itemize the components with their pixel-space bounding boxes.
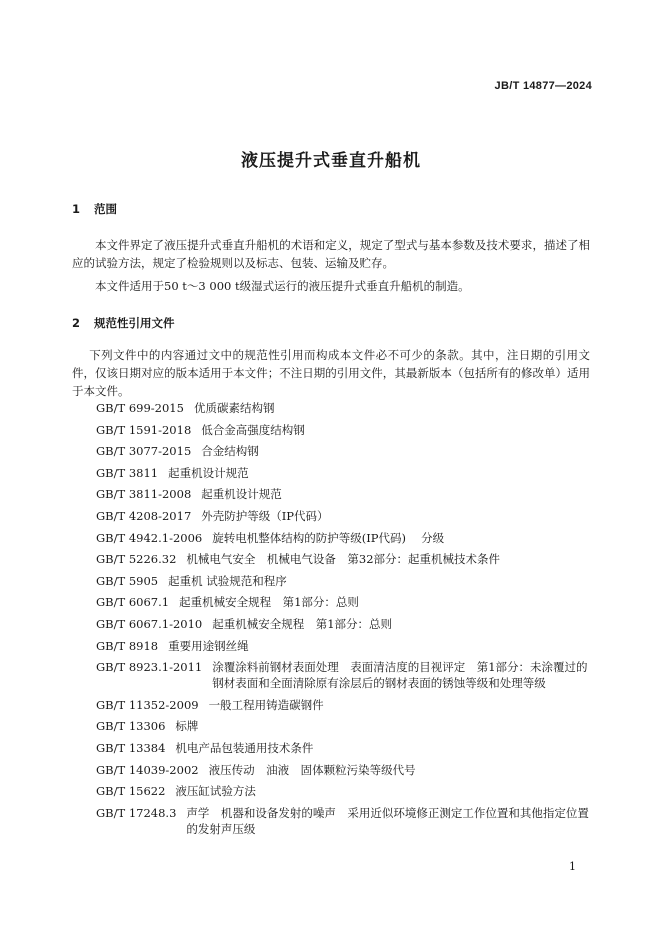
reference-title: 机械电气安全 机械电气设备 第32部分：起重机械技术条件 [186, 552, 501, 567]
reference-code: GB/T 3077-2015 [96, 444, 192, 459]
reference-item [96, 530, 596, 546]
reference-item [96, 805, 596, 837]
reference-item [96, 443, 596, 459]
reference-title: 标牌 [175, 719, 199, 734]
reference-item [96, 551, 596, 567]
reference-item [96, 422, 596, 438]
reference-code: GB/T 6067.1-2010 [96, 616, 203, 631]
reference-code: GB/T 15622 [96, 784, 166, 799]
reference-code: GB/T 5905 [96, 573, 159, 588]
reference-code: GB/T 6067.1 [96, 595, 170, 610]
reference-title: 起重机设计规范 [168, 465, 249, 480]
reference-item [96, 783, 596, 799]
section-1-title: 范围 [94, 202, 118, 216]
standard-number: JB/T 14877—2024 [494, 80, 592, 92]
section-2-title: 规范性引用文件 [94, 316, 175, 330]
reference-code: GB/T 13306 [96, 719, 166, 734]
page-number: 1 [569, 860, 576, 873]
reference-code: GB/T 4942.1-2006 [96, 530, 203, 545]
reference-title: 一般工程用铸造碳钢件 [208, 697, 324, 712]
reference-title: 外壳防护等级（IP代码） [201, 508, 329, 523]
section-2-heading [72, 315, 175, 331]
reference-code: GB/T 8918 [96, 638, 159, 653]
reference-item [96, 616, 596, 632]
reference-item [96, 659, 596, 691]
reference-title: 优质碳素结构钢 [193, 401, 275, 415]
reference-title: 起重机设计规范 [201, 487, 282, 502]
reference-title: 旋转电机整体结构的防护等级(IP代码) 分级 [212, 530, 445, 545]
reference-code: GB/T 8923.1-2011 [96, 660, 203, 675]
reference-title: 声学 机器和设备发射的噪声 采用近似环境修正测定工作位置和其他指定位置的发射声压级 [186, 805, 589, 836]
reference-code: GB/T 11352-2009 [96, 697, 199, 712]
reference-item [96, 762, 596, 778]
reference-item [96, 508, 596, 524]
reference-code: GB/T 5226.32 [96, 552, 177, 567]
reference-item [96, 740, 596, 756]
reference-title: 机电产品包装通用技术条件 [175, 740, 314, 755]
reference-item [96, 594, 596, 610]
reference-item [96, 697, 596, 713]
reference-item [96, 718, 596, 734]
reference-code: GB/T 1591-2018 [96, 422, 192, 437]
reference-item [96, 573, 596, 589]
reference-title: 液压传动 油液 固体颗粒污染等级代号 [208, 762, 416, 777]
reference-list [96, 400, 596, 842]
reference-code: GB/T 4208-2017 [96, 508, 192, 523]
reference-title: 重要用途钢丝绳 [168, 638, 249, 653]
reference-code: GB/T 14039-2002 [96, 762, 199, 777]
normative-references-intro: 下列文件中的内容通过文中的规范性引用而构成本文件必不可少的条款。其中，注日期的引用文件，仅该日期对应的版本适用于本文件；不注日期的引用文件，其最新版本（包括所有的修改单）适用于本文件。 [72, 348, 590, 398]
section-1-heading [72, 201, 117, 217]
reference-title: 起重机械安全规程 第1部分：总则 [212, 616, 393, 631]
reference-code: GB/T 3811 [96, 465, 159, 480]
reference-code: GB/T 13384 [96, 740, 166, 755]
reference-title: 低合金高强度结构钢 [201, 422, 305, 437]
reference-title: 液压缸试验方法 [175, 784, 256, 799]
reference-item [96, 465, 596, 481]
reference-title: 起重机械安全规程 第1部分：总则 [179, 595, 359, 610]
section-2-number: 2 [72, 316, 81, 330]
scope-paragraph-1: 本文件界定了液压提升式垂直升船机的术语和定义，规定了型式与基本参数及技术要求，描述了相应的试验方法，规定了检验规则以及标志、包装、运输及贮存。 [72, 238, 590, 270]
reference-item [96, 638, 596, 654]
scope-paragraph-2: 本文件适用于50 t～3 000 t级湿式运行的液压提升式垂直升船机的制造。 [95, 279, 470, 293]
reference-item [96, 400, 596, 416]
document-title: 液压提升式垂直升船机 [241, 151, 421, 171]
reference-code: GB/T 3811-2008 [96, 487, 192, 502]
reference-title: 合金结构钢 [201, 444, 259, 459]
reference-title: 起重机 试验规范和程序 [168, 573, 287, 588]
section-1-number: 1 [72, 202, 81, 216]
reference-code: GB/T 17248.3 [96, 805, 177, 820]
reference-code: GB/T 699-2015 [96, 401, 184, 415]
reference-title: 涂覆涂料前钢材表面处理 表面清洁度的目视评定 第1部分：未涂覆过的钢材表面和全面清除原有涂层后的钢材表面的锈蚀等级和处理等级 [212, 660, 588, 691]
reference-item [96, 486, 596, 502]
